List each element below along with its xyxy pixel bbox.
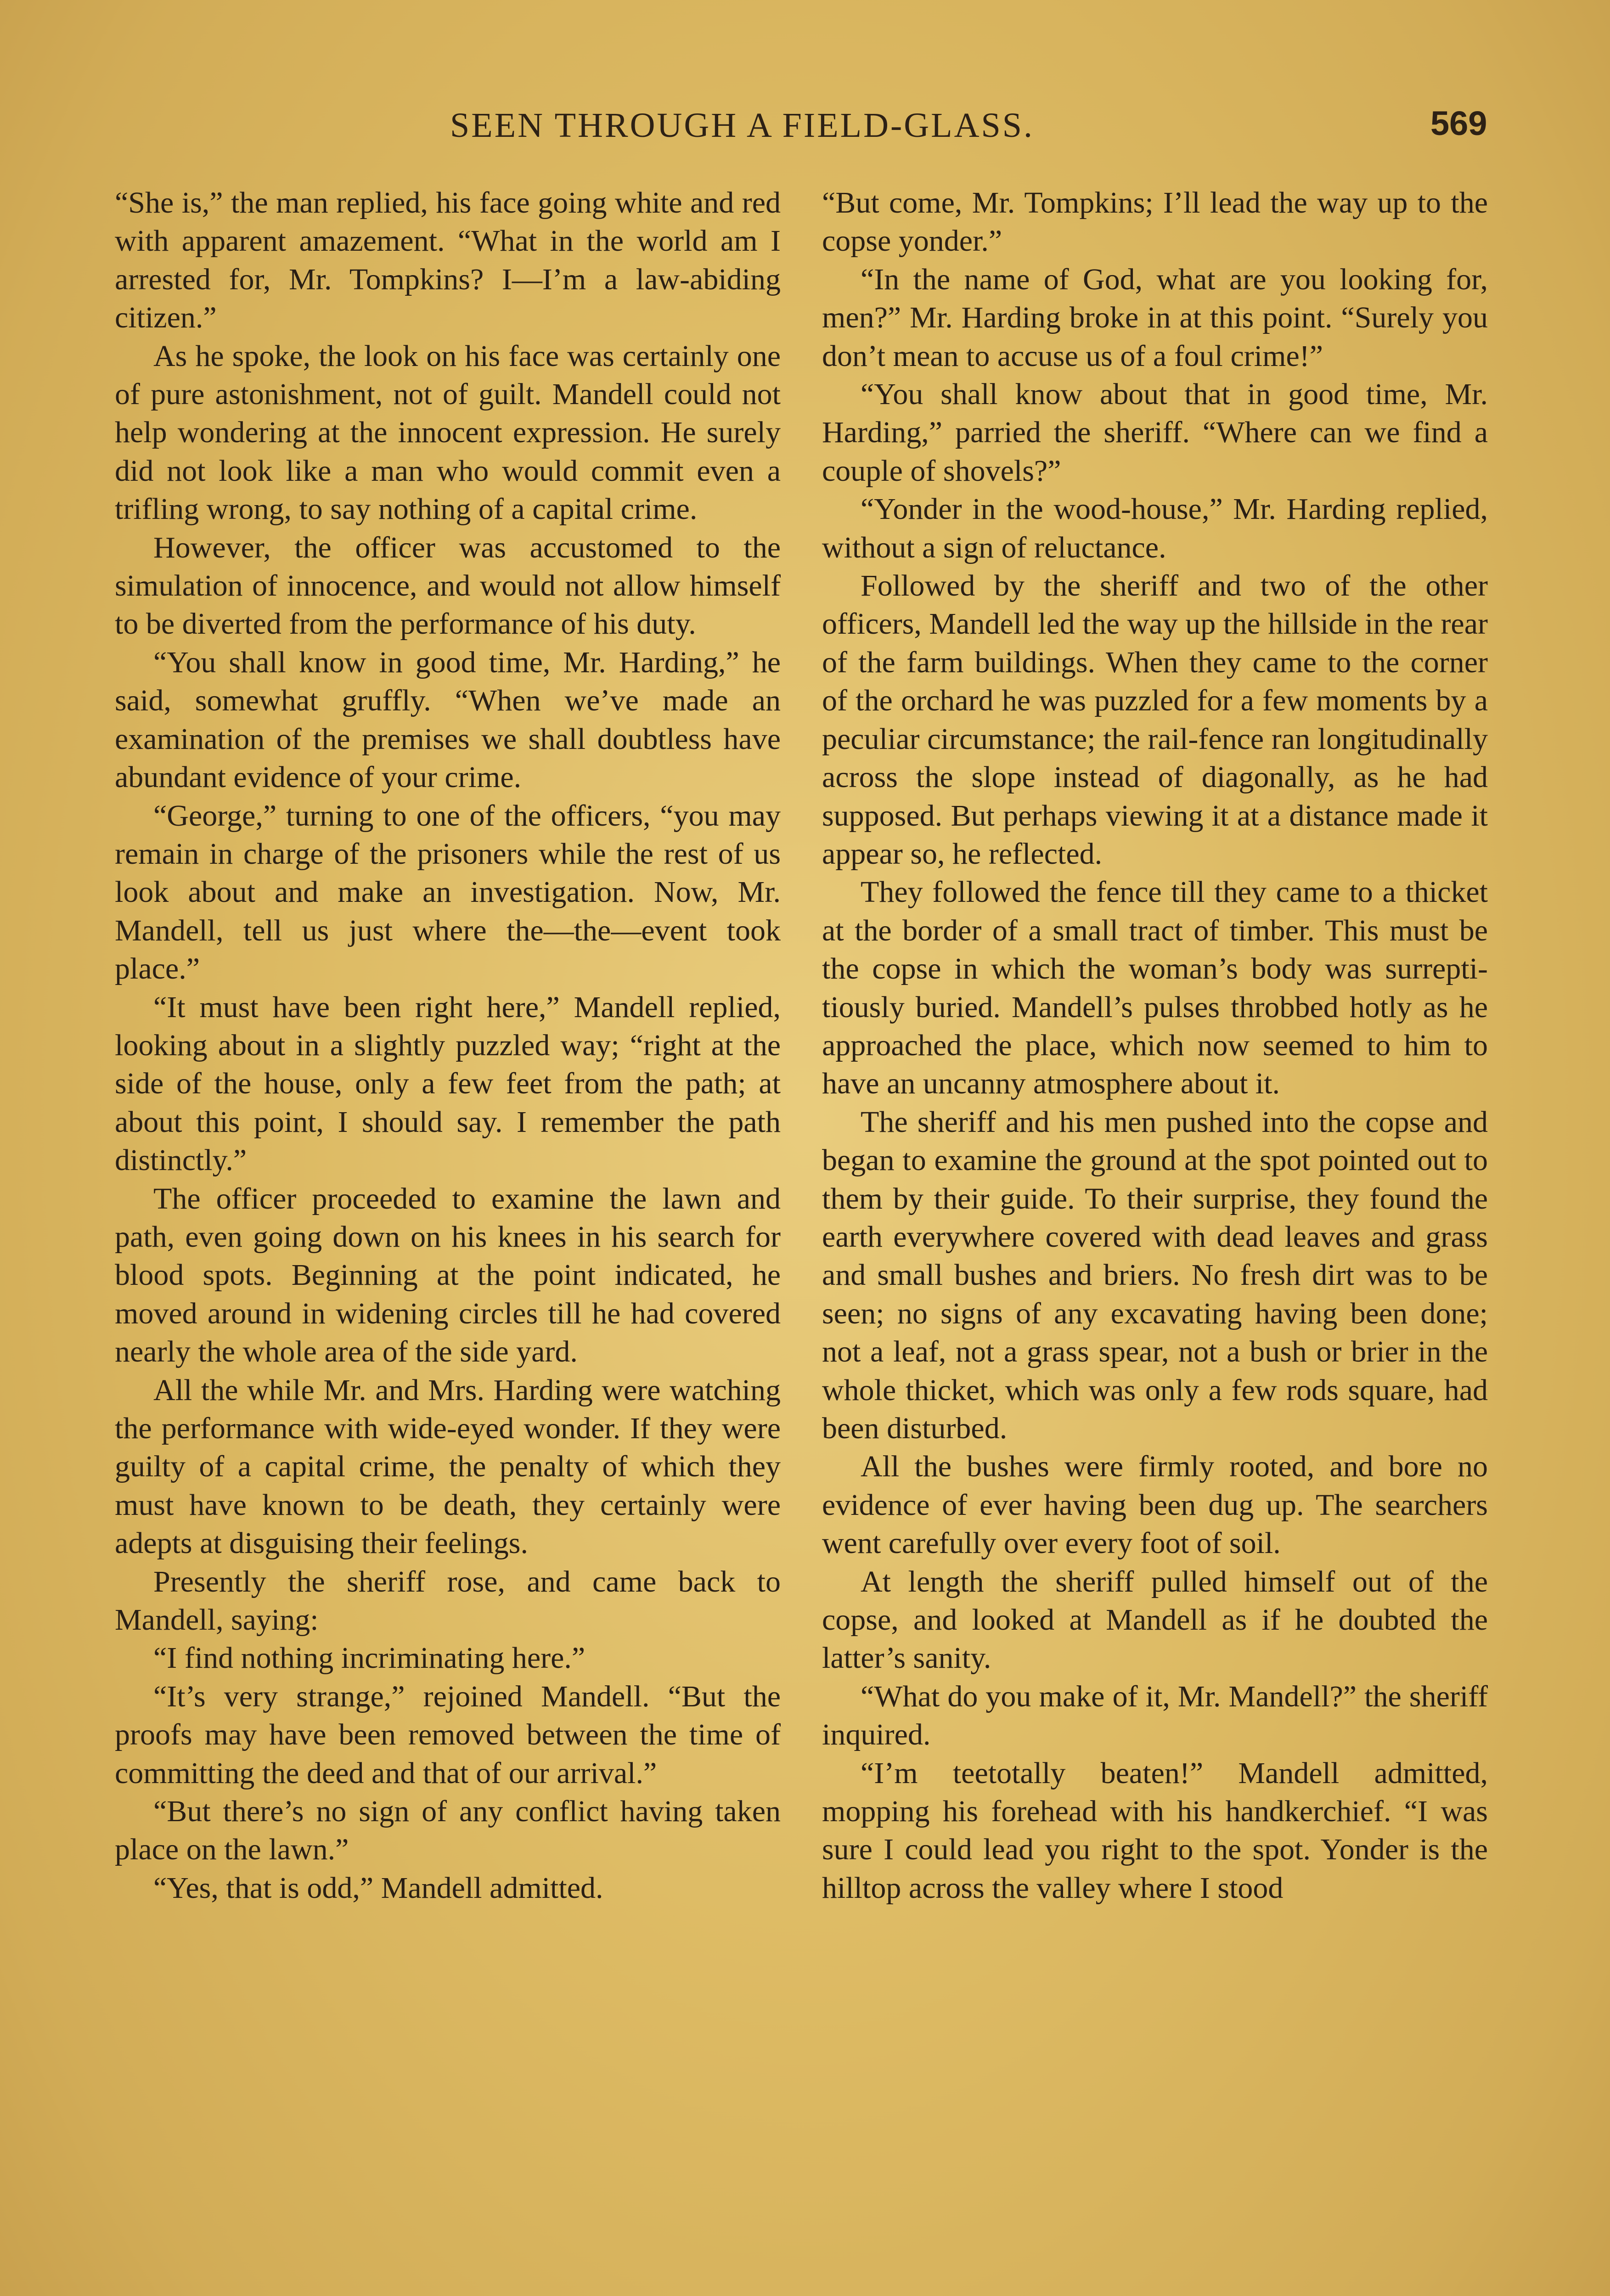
paragraph: The officer proceeded to examine the lawn and path, even going down on his knees in his search for blood spots. Beginning at the point indicated, he moved around in widening circles till he had covered nearly the whole area of the side yard. [115,1182,781,1369]
paragraph: “You shall know about that in good time, Mr. Harding,” parried the sheriff. “Where can we find a couple of shovels?” [822,377,1488,488]
paragraph: All the bushes were firmly rooted, and bore no evidence of ever having been dug up. The searchers went carefully over every foot of soil. [822,1450,1488,1560]
paragraph: At length the sheriff pulled himself out of the copse, and looked at Mandell as if he doubted the latter’s sanity. [822,1564,1488,1675]
paragraph: The sheriff and his men pushed into the copse and began to examine the ground at the spot pointed out to them by their guide. To their surprise, they found the earth everywhere covered with dead leaves and grass and small bushes and briers. No fresh dirt was to be seen; no signs of any excavating having been done; not a leaf, not a grass spear, not a bush or brier in the whole thicket, which was only a few rods square, had been disturbed. [822,1105,1488,1445]
paragraph: “What do you make of it, Mr. Mandell?” the sheriff inquired. [822,1679,1488,1752]
paragraph: “In the name of God, what are you looking for, men?” Mr. Harding broke in at this point. “Surely you don’t mean to accuse us of a foul crime!” [822,262,1488,373]
page-number: 569 [1430,104,1487,142]
left-column [115,184,781,2296]
running-title: SEEN THROUGH A FIELD-GLASS. [450,106,1035,145]
paragraph: “But there’s no sign of any conflict having taken place on the lawn.” [115,1795,781,1867]
paragraph: “George,” turning to one of the officers, “you may remain in charge of the prisoners while the rest of us look about and make an investigation. Now, Mr. Mandell, tell us just where the—the—event took place.” [115,799,781,986]
paragraph: “It’s very strange,” rejoined Mandell. “But the proofs may have been removed between the time of committing the deed and that of our arrival.” [115,1679,781,1790]
right-column [822,184,1488,2296]
paragraph: “You shall know in good time, Mr. Harding,” he said, somewhat gruffly. “When we’ve made an examination of the premises we shall doubtless have abundant evidence of your crime. [115,645,781,794]
paragraph: “Yes, that is odd,” Mandell admitted. [153,1871,603,1905]
paragraph: Followed by the sheriff and two of the other officers, Mandell led the way up the hillside in the rear of the farm buildings. When they came to the corner of the orchard he was puzzled for a few moments by a peculiar circumstance; the rail-fence ran longitudinally across the slope instead of diagonally, as he had supposed. But perhaps viewing it at a distance made it appear so, he reflected. [822,569,1488,871]
paragraph: All the while Mr. and Mrs. Harding were watching the performance with wide-eyed wonder. If they were guilty of a capital crime, the penalty of which they must have known to be death, they certainly were adepts at disguising their feelings. [115,1373,781,1560]
page-header [0,106,1610,152]
paragraph: “It must have been right here,” Mandell replied, looking about in a slightly puzzled way; “right at the side of the house, only a few feet from the path; at about this point, I should say. I remember the path distinctly.” [115,990,781,1177]
paragraph: As he spoke, the look on his face was certainly one of pure astonishment, not of guilt. Mandell could not help wondering at the innocent expression. He surely did not look like a man who would commit even a trifling wrong, to say nothing of a capital crime. [115,339,781,526]
paragraph: “I’m teetotally beaten!” Mandell admitted, mopping his forehead with his handkerchief. “I was sure I could lead you right to the spot. Yonder is the hilltop across the valley where I stood [822,1756,1488,1905]
paragraph: They followed the fence till they came to a thicket at the border of a small tract of timber. This must be the copse in which the woman’s body was surreptitiously buried. Mandell’s pulses throbbed hotly as he approached the place, which now seemed to him to have an uncanny atmosphere about it. [822,875,1488,1101]
paragraph: “Yonder in the wood-house,” Mr. Harding replied, without a sign of reluctance. [822,492,1488,564]
paragraph: “I find nothing incriminating here.” [153,1641,585,1675]
paragraph: “But come, Mr. Tompkins; I’ll lead the way up to the copse yonder.” [822,186,1488,258]
paragraph: However, the officer was accustomed to the simulation of innocence, and would not allow himself to be diverted from the performance of his duty. [115,530,781,641]
paragraph: Presently the sheriff rose, and came back to Mandell, saying: [115,1564,781,1637]
text-columns [115,184,1492,2296]
paragraph: “She is,” the man replied, his face going white and red with apparent amazement. “What in the world am I arrested for, Mr. Tompkins? I—I’m a law-abiding citizen.” [115,186,781,335]
